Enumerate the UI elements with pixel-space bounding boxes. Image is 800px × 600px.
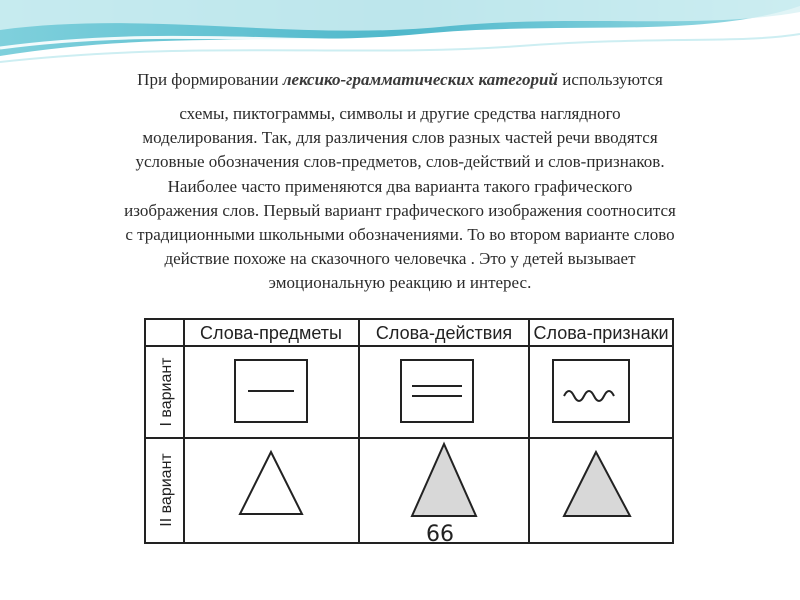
body-line: условные обозначения слов-предметов, слов-действий и слов-признаков. bbox=[135, 152, 665, 172]
adjective-triangle-symbol bbox=[564, 452, 630, 516]
fairy-man-feet-glyph: 66 bbox=[426, 522, 454, 544]
body-line: моделирования. Так, для различения слов разных частей речи вводятся bbox=[142, 128, 658, 148]
verb-triangle-symbol bbox=[412, 444, 476, 516]
body-line: действие похоже на сказочного человечка . Это у детей вызывает bbox=[164, 249, 636, 269]
body-line: изображения слов. Первый вариант графического изображения соотносится bbox=[124, 200, 676, 220]
row-label-variant-1: I вариант bbox=[158, 357, 175, 427]
header-nouns: Слова-предметы bbox=[200, 323, 342, 343]
header-wave-decoration bbox=[0, 0, 800, 70]
symbols-table bbox=[144, 318, 674, 544]
body-line: схемы, пиктограммы, символы и другие средства наглядного bbox=[179, 104, 621, 123]
header-verbs: Слова-действия bbox=[375, 323, 513, 343]
intro-line bbox=[30, 70, 770, 90]
body-paragraph bbox=[40, 102, 760, 296]
noun-triangle-symbol bbox=[240, 452, 302, 514]
intro-emphasis: лексико-грамматических категорий bbox=[282, 70, 558, 89]
body-line: эмоциональную реакцию и интерес. bbox=[268, 273, 532, 293]
intro-prefix: При формировании bbox=[137, 70, 283, 89]
intro-suffix: используются bbox=[557, 70, 663, 89]
verb-square-symbol bbox=[401, 360, 473, 422]
body-line: Наиболее часто применяются два варианта такого графического bbox=[167, 176, 633, 196]
row-label-variant-2: II вариант bbox=[158, 453, 175, 527]
adjective-square-symbol bbox=[553, 360, 629, 422]
header-adjectives: Слова-признаки bbox=[533, 323, 669, 343]
body-line: с традиционными школьными обозначениями. То во втором варианте слово bbox=[125, 225, 675, 245]
noun-square-symbol bbox=[235, 360, 307, 422]
